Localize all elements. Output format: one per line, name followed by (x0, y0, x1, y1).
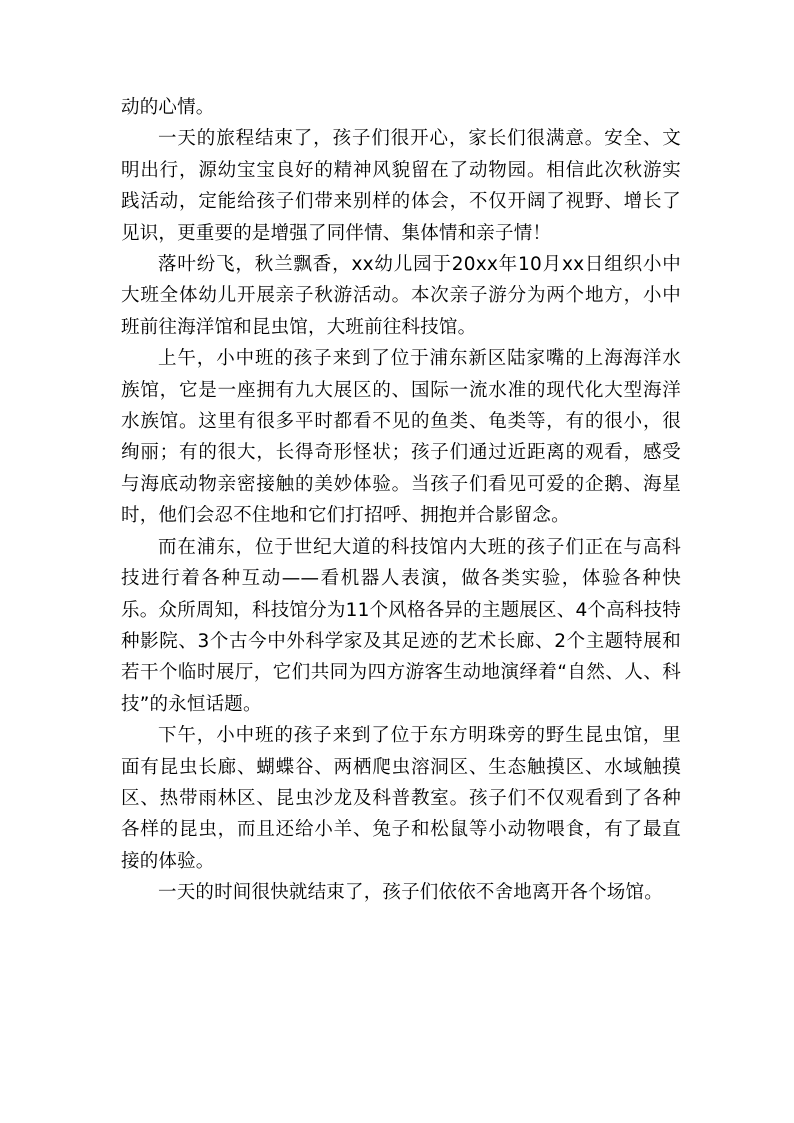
paragraph-6: 下午，小中班的孩子来到了位于东方明珠旁的野生昆虫馆，里面有昆虫长廊、蝴蝶谷、两栖爬虫溶洞区、生态触摸区、水域触摸区、热带雨林区、昆虫沙龙及科普教室。孩子们不仅观看到了各种各样的昆虫，而且还给小羊、兔子和松鼠等小动物喂食，有了最直接的体验。 (121, 725, 681, 872)
paragraph-1: 动的心情。 (121, 97, 215, 118)
document-body (121, 92, 681, 909)
paragraph-4: 上午，小中班的孩子来到了位于浦东新区陆家嘴的上海海洋水族馆，它是一座拥有九大展区的、国际一流水准的现代化大型海洋水族馆。这里有很多平时都看不见的鱼类、龟类等，有的很小，很绚丽；有的很大，长得奇形怪状；孩子们通过近距离的观看，感受与海底动物亲密接触的美妙体验。当孩子们看见可爱的企鹅、海星时，他们会忍不住地和它们打招呼、拥抱并合影留念。 (121, 348, 681, 527)
paragraph-7: 一天的时间很快就结束了，孩子们依依不舍地离开各个场馆。 (158, 882, 663, 904)
paragraph-3: 落叶纷飞，秋兰飘香，xx幼儿园于20xx年10月xx日组织小中大班全体幼儿开展亲子秋游活动。本次亲子游分为两个地方，小中班前往海洋馆和昆虫馆，大班前往科技馆。 (121, 254, 681, 338)
paragraph-5: 而在浦东，位于世纪大道的科技馆内大班的孩子们正在与高科技进行着各种互动——看机器人表演，做各类实验，体验各种快乐。众所周知，科技馆分为11个风格各异的主题展区、4个高科技特种影院、3个古今中外科学家及其足迹的艺术长廊、2个主题特展和若干个临时展厅，它们共同为四方游客生动地演绎着“自然、人、科技”的永恒话题。 (121, 536, 681, 715)
paragraph-2: 一天的旅程结束了，孩子们很开心，家长们很满意。安全、文明出行，源幼宝宝良好的精神风貌留在了动物园。相信此次秋游实践活动，定能给孩子们带来别样的体会，不仅开阔了视野、增长了见识，更重要的是增强了同伴情、集体情和亲子情！ (121, 128, 681, 244)
